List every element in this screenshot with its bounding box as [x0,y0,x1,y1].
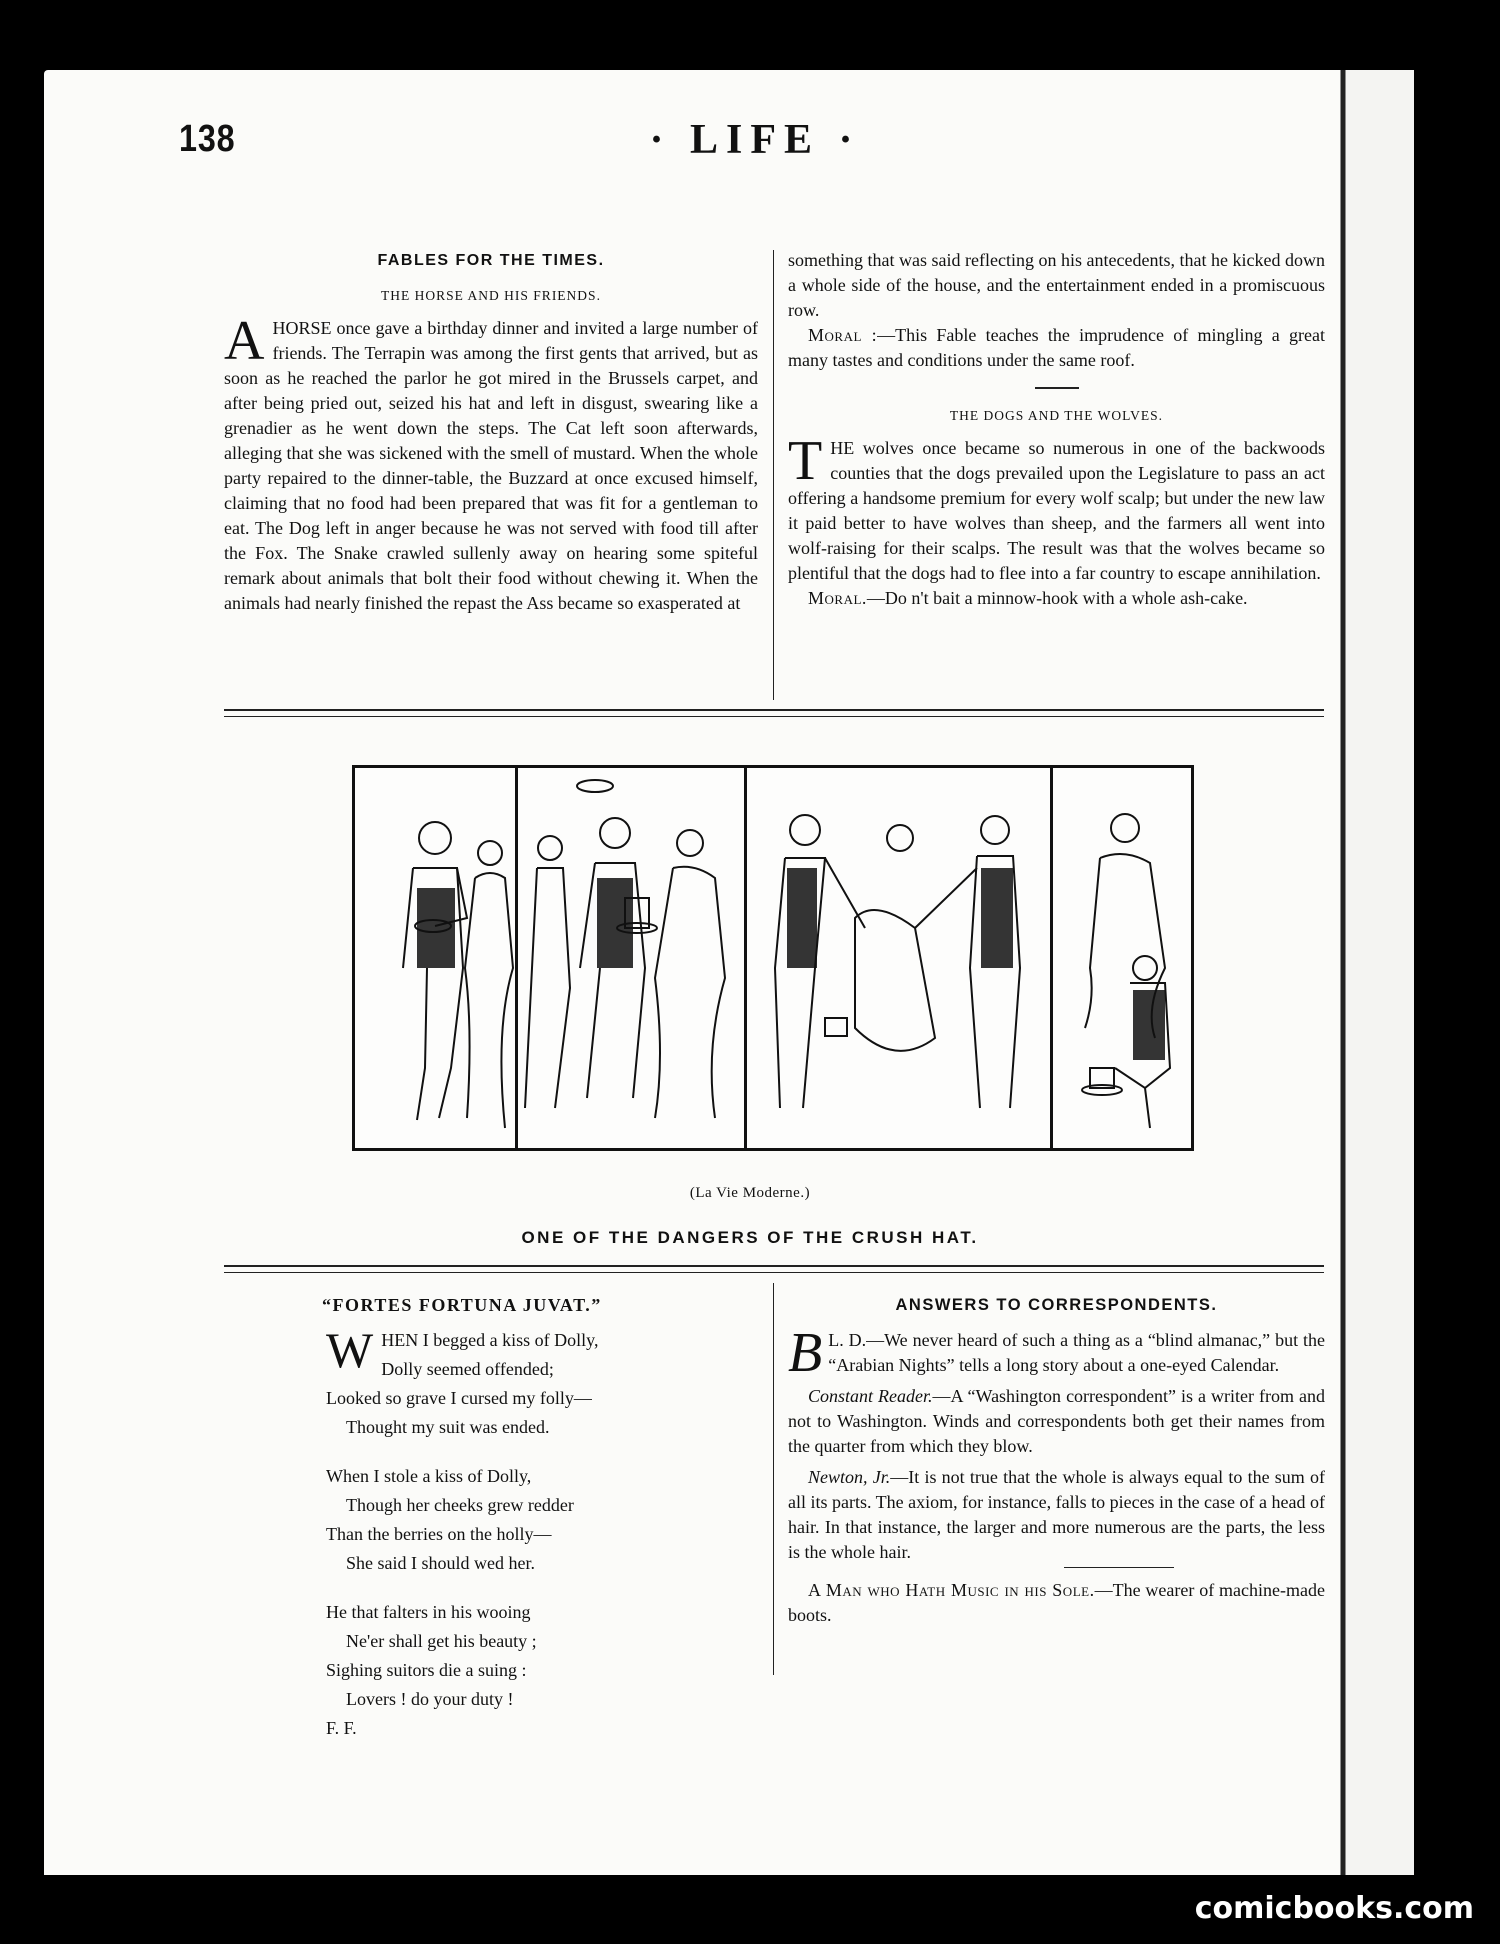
answer-entry-2: Constant Reader.—A “Washington correspondent” is a writer from and not to Washington. Winds and correspondents both get their names from the quarter from which they blow. [788,1386,1325,1456]
fables-title: FABLES FOR THE TIMES. [377,252,605,269]
page-header [179,118,1331,178]
fable-dogs-moral: Moral.—Do n't bait a minnow-hook with a whole ash-cake. [808,588,1248,608]
masthead-title: · LIFE · [649,117,861,163]
fables-column-left [224,248,758,616]
cartoon-caption: ONE OF THE DANGERS OF THE CRUSH HAT. [521,1228,979,1247]
answer-entry-3: Newton, Jr.—It is not true that the whole is always equal to the sum of all its parts. The axiom, for instance, falls to pieces in the case of a head of hair. In that instance, the larger and more numerous are the parts, the less is the whole hair. [788,1467,1325,1562]
poem-signature: F. F. [326,1718,357,1738]
cartoon-credit: (La Vie Moderne.) [689,1185,811,1201]
column-divider [773,250,774,700]
joke-paragraph: A Man who Hath Music in his Sole.—The wearer of machine-made boots. [788,1580,1325,1625]
fable-horse-subtitle: THE HORSE AND HIS FRIENDS. [381,288,601,303]
double-rule-bottom [224,1265,1324,1267]
fable-dogs-body: THE wolves once became so numerous in one of the backwoods counties that the dogs prevailed upon the Legislature to pass an act offering a handsome premium for every wolf scalp; but under the new law it paid better to have wolves than sheep, and the farmers all went into wolf-raising for their scalps. The result was that the wolves became so plentiful that the dogs had to flee into a far country to escape annihilation. [788,430,1325,583]
poem-stanza-2: When I stole a kiss of Dolly, Though her cheeks grew redder Than the berries on the holly— She said I should wed her. [326,1466,574,1573]
dropcap: A [224,310,265,372]
double-rule-top-thin [224,716,1324,717]
page-number: 138 [179,118,236,160]
section-divider [1035,387,1079,389]
fable-horse-moral: Moral :—This Fable teaches the imprudence of mingling a great many tastes and conditions under the same roof. [788,325,1325,370]
section-divider [1064,1567,1174,1568]
poem-stanza-1: WHEN I begged a kiss of Dolly, Dolly seemed offended; Looked so grave I cursed my folly— Thought my suit was ended. [326,1322,599,1437]
poem-column [322,1293,746,1745]
answers-title: ANSWERS TO CORRESPONDENTS. [895,1296,1218,1314]
answer-entry-1: B L. D.—We never heard of such a thing as a “blind almanac,” but the “Arabian Nights” tells a long story about a one-eyed Calendar. [788,1322,1325,1384]
fables-column-right [788,248,1325,611]
poem-title: “FORTES FORTUNA JUVAT.” [322,1295,602,1315]
column-divider [773,1283,774,1675]
watermark: comicbooks.com [1194,1891,1474,1926]
fable-horse-continued: something that was said reflecting on his antecedents, that he kicked down a whole side of the house, and the entertainment ended in a promiscuous row. [788,250,1325,320]
dropcap: W [326,1322,374,1378]
dropcap: T [788,430,823,492]
double-rule-top [224,709,1324,711]
fable-dogs-subtitle: THE DOGS AND THE WOLVES. [949,408,1164,423]
cartoon-illustration [352,765,1194,1151]
double-rule-bottom-thin [224,1272,1324,1273]
dropcap: B [788,1322,823,1384]
poem-stanza-3: He that falters in his wooing Ne'er shall get his beauty ; Sighing suitors die a suing : Lovers ! do your duty ! [326,1602,537,1709]
fable-horse-body: A HORSE once gave a birthday dinner and invited a large number of friends. The Terrapin was among the first gents that arrived, but as soon as he reached the parlor he got mired in the Brussels carpet, and after being pried out, seized his hat and left in disgust, swearing like a grenadier as he went down the steps. The Cat left soon afterwards, alleging that she was sickened with the smell of mustard. When the whole party repaired to the dinner-table, the Buzzard at once excused himself, claiming that no food had been prepared that was fit for a gentleman to eat. The Dog left in anger because he was not served with food till after the Fox. The Snake crawled sullenly away on hearing some spiteful remark about animals that bolt their food without chewing it. When the animals had nearly finished the repast the Ass became so exasperated at [224,310,758,613]
cartoon-drawing [355,768,1185,1142]
answers-column [788,1293,1325,1628]
